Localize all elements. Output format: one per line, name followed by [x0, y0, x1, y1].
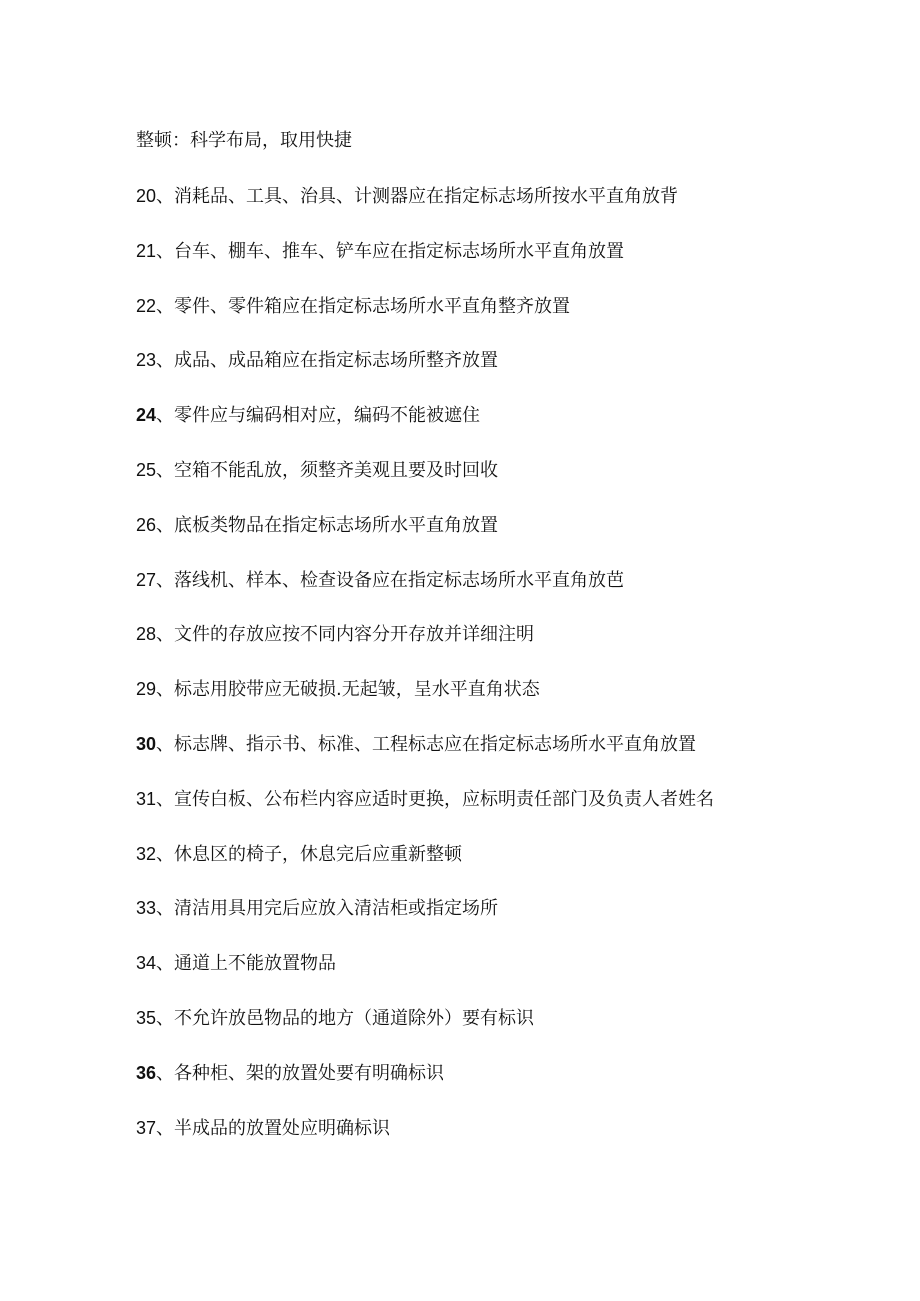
list-item [136, 238, 714, 293]
list-item [136, 183, 714, 238]
item-number: 34 [136, 953, 157, 974]
item-text: 、半成品的放置处应明确标识 [156, 1117, 391, 1139]
list-item [136, 895, 714, 950]
item-text: 、标志牌、指示书、标准、工程标志应在指定标志场所水平直角放置 [156, 733, 697, 755]
item-number: 29 [136, 679, 157, 700]
item-text: 、消耗品、工具、治具、计测器应在指定标志场所按水平直角放背 [156, 186, 679, 207]
list-item [136, 457, 714, 512]
list-item [136, 786, 714, 841]
list-item [136, 621, 714, 676]
list-item [136, 1005, 714, 1060]
item-number: 36 [136, 1062, 157, 1083]
item-number: 26 [136, 514, 157, 535]
item-number: 23 [136, 350, 157, 371]
list-item [136, 567, 714, 622]
rule-list [136, 183, 714, 1169]
item-text: 、台车、棚车、推车、铲车应在指定标志场所水平直角放置 [156, 240, 625, 262]
list-item [136, 402, 714, 457]
item-number: 30 [136, 733, 157, 754]
list-item [136, 950, 714, 1005]
list-item [136, 1060, 714, 1115]
list-item [136, 676, 714, 731]
item-number: 21 [136, 240, 157, 261]
item-text: 、文件的存放应按不同内容分开存放并详细注明 [156, 624, 535, 646]
item-number: 33 [136, 898, 157, 919]
item-text: 、不允许放邑物品的地方（通道除外）要有标识 [156, 1007, 535, 1029]
item-text: 、零件应与编码相对应，编码不能被遮住 [156, 405, 481, 427]
item-text: 、落线机、样本、检查设备应在指定标志场所水平直角放芭 [156, 569, 625, 591]
list-item [136, 293, 714, 348]
item-number: 32 [136, 843, 157, 864]
item-number: 20 [136, 186, 157, 206]
list-item [136, 841, 714, 896]
item-number: 24 [136, 405, 157, 426]
item-number: 25 [136, 459, 157, 480]
item-text: 、成品、成品箱应在指定标志场所整齐放置 [156, 350, 499, 372]
list-item [136, 731, 714, 786]
item-text: 、空箱不能乱放，须整齐美观且要及时回收 [156, 459, 499, 481]
item-number: 31 [136, 788, 157, 809]
item-number: 37 [136, 1117, 157, 1138]
section-heading: 整顿：科学布局，取用快捷 [136, 130, 352, 151]
item-text: 、标志用胶带应无破损.无起皱，呈水平直角状态 [156, 679, 540, 701]
item-number: 22 [136, 295, 157, 316]
item-text: 、底板类物品在指定标志场所水平直角放置 [156, 514, 499, 536]
item-text: 、休息区的椅子，休息完后应重新整顿 [156, 843, 463, 865]
item-text: 、通道上不能放置物品 [156, 953, 337, 975]
list-item [136, 1115, 714, 1170]
list-item [136, 512, 714, 567]
item-number: 27 [136, 569, 157, 590]
item-text: 、清洁用具用完后应放入清洁柜或指定场所 [156, 898, 499, 920]
item-number: 35 [136, 1007, 157, 1028]
item-text: 、各种柜、架的放置处要有明确标识 [156, 1062, 445, 1084]
item-number: 28 [136, 624, 157, 645]
item-text: 、零件、零件箱应在指定标志场所水平直角整齐放置 [156, 295, 571, 317]
list-item [136, 347, 714, 402]
item-text: 、宣传白板、公布栏内容应适时更换，应标明责任部门及负责人者姓名 [156, 788, 715, 810]
